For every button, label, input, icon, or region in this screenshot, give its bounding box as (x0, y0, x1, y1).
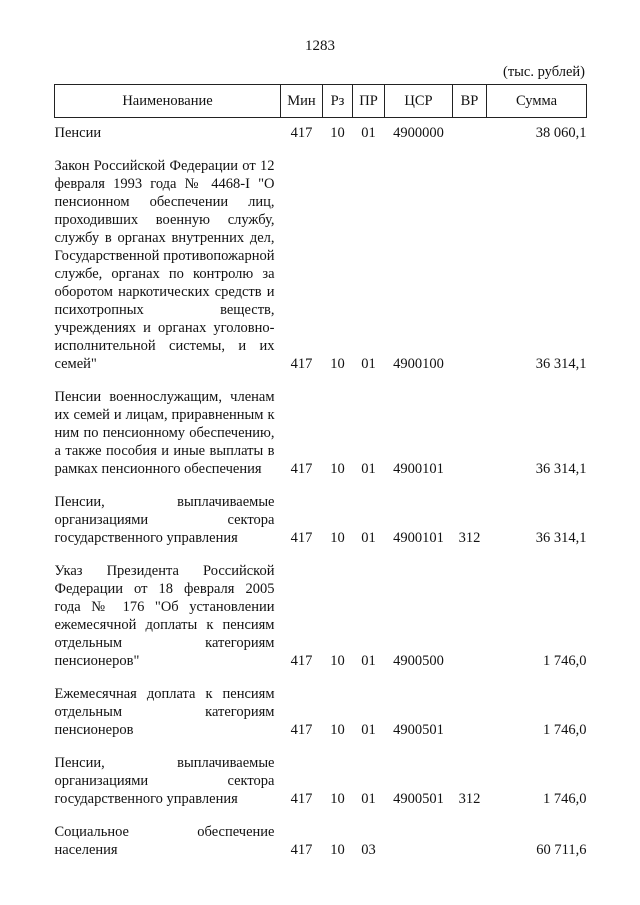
cell-vr (453, 118, 487, 152)
cell-sum: 60 711,6 (536, 842, 587, 858)
cell-vr: 312 (458, 530, 481, 546)
cell-min: 417 (290, 125, 313, 141)
table-row (55, 556, 587, 679)
cell-csr: 4900501 (393, 722, 444, 738)
table-row (55, 118, 587, 152)
cell-vr (453, 382, 487, 487)
header-csr: ЦСР (385, 85, 453, 118)
cell-csr: 4900101 (393, 530, 444, 546)
table-row (55, 487, 587, 556)
cell-rz: 10 (330, 842, 345, 858)
cell-vr (453, 556, 487, 679)
cell-sum: 38 060,1 (535, 125, 587, 141)
cell-sum: 1 746,0 (543, 653, 587, 669)
header-min: Мин (281, 85, 323, 118)
cell-vr (453, 817, 487, 868)
page-number: 1283 (305, 38, 335, 54)
cell-min: 417 (290, 530, 313, 546)
cell-name: Ежемесячная доплата к пенсиям отдельным категориям пенсионеров (54, 686, 275, 738)
header-rz: Рз (323, 85, 353, 118)
cell-min: 417 (290, 461, 313, 477)
cell-name: Пенсии (54, 125, 102, 141)
cell-csr: 4900500 (393, 653, 444, 669)
cell-csr: 4900000 (393, 125, 444, 141)
cell-rz: 10 (330, 461, 345, 477)
units-label: (тыс. рублей) (503, 64, 585, 80)
cell-sum: 36 314,1 (535, 461, 587, 477)
table-row (55, 817, 587, 868)
cell-pr: 03 (361, 842, 376, 858)
cell-pr: 01 (361, 653, 376, 669)
cell-pr: 01 (361, 125, 376, 141)
cell-min: 417 (290, 842, 313, 858)
cell-rz: 10 (330, 125, 345, 141)
cell-sum: 36 314,1 (535, 356, 587, 372)
cell-min: 417 (290, 653, 313, 669)
cell-csr: 4900100 (393, 356, 444, 372)
cell-name: Указ Президента Российской Федерации от 18 февраля 2005 года № 176 "Об установлении ежемесячной доплаты к пенсиям отдельным категориям пенсионеров" (54, 563, 275, 669)
cell-name: Пенсии, выплачиваемые организациями сектора государственного управления (54, 494, 275, 546)
cell-min: 417 (290, 356, 313, 372)
cell-name: Закон Российской Федерации от 12 февраля 1993 года № 4468-I "О пенсионном обеспечении лиц, проходивших военную службу, службу в органах внутренних дел, Государственной противопожарной службе, органах по контролю за оборотом наркотических средств и психотропных веществ, учреждениях и органах уголовно-исполнительной системы, и их семей" (54, 158, 275, 372)
cell-min: 417 (290, 791, 313, 807)
cell-pr: 01 (361, 722, 376, 738)
cell-sum: 36 314,1 (535, 530, 587, 546)
table-header-row (55, 85, 587, 118)
header-name: Наименование (55, 85, 281, 118)
table-row (55, 748, 587, 817)
cell-name: Социальное обеспечение населения (54, 824, 275, 858)
cell-rz: 10 (330, 722, 345, 738)
header-pr: ПР (353, 85, 385, 118)
cell-pr: 01 (361, 791, 376, 807)
cell-rz: 10 (330, 530, 345, 546)
cell-pr: 01 (361, 530, 376, 546)
cell-vr (453, 151, 487, 382)
cell-pr: 01 (361, 461, 376, 477)
cell-rz: 10 (330, 791, 345, 807)
cell-csr (385, 817, 453, 868)
cell-rz: 10 (330, 653, 345, 669)
cell-csr: 4900101 (393, 461, 444, 477)
header-sum: Сумма (487, 85, 587, 118)
cell-name: Пенсии, выплачиваемые организациями сектора государственного управления (54, 755, 275, 807)
cell-csr: 4900501 (393, 791, 444, 807)
header-vr: ВР (453, 85, 487, 118)
budget-table (54, 84, 587, 868)
table-row (55, 679, 587, 748)
table-row (55, 382, 587, 487)
cell-rz: 10 (330, 356, 345, 372)
cell-sum: 1 746,0 (543, 722, 587, 738)
cell-vr: 312 (458, 791, 481, 807)
cell-sum: 1 746,0 (543, 791, 587, 807)
cell-name: Пенсии военнослужащим, членам их семей и лицам, приравненным к ним по пенсионному обеспечению, а также пособия и иные выплаты в рамках пенсионного обеспечения (54, 389, 275, 477)
table-row (55, 151, 587, 382)
cell-min: 417 (290, 722, 313, 738)
cell-pr: 01 (361, 356, 376, 372)
cell-vr (453, 679, 487, 748)
